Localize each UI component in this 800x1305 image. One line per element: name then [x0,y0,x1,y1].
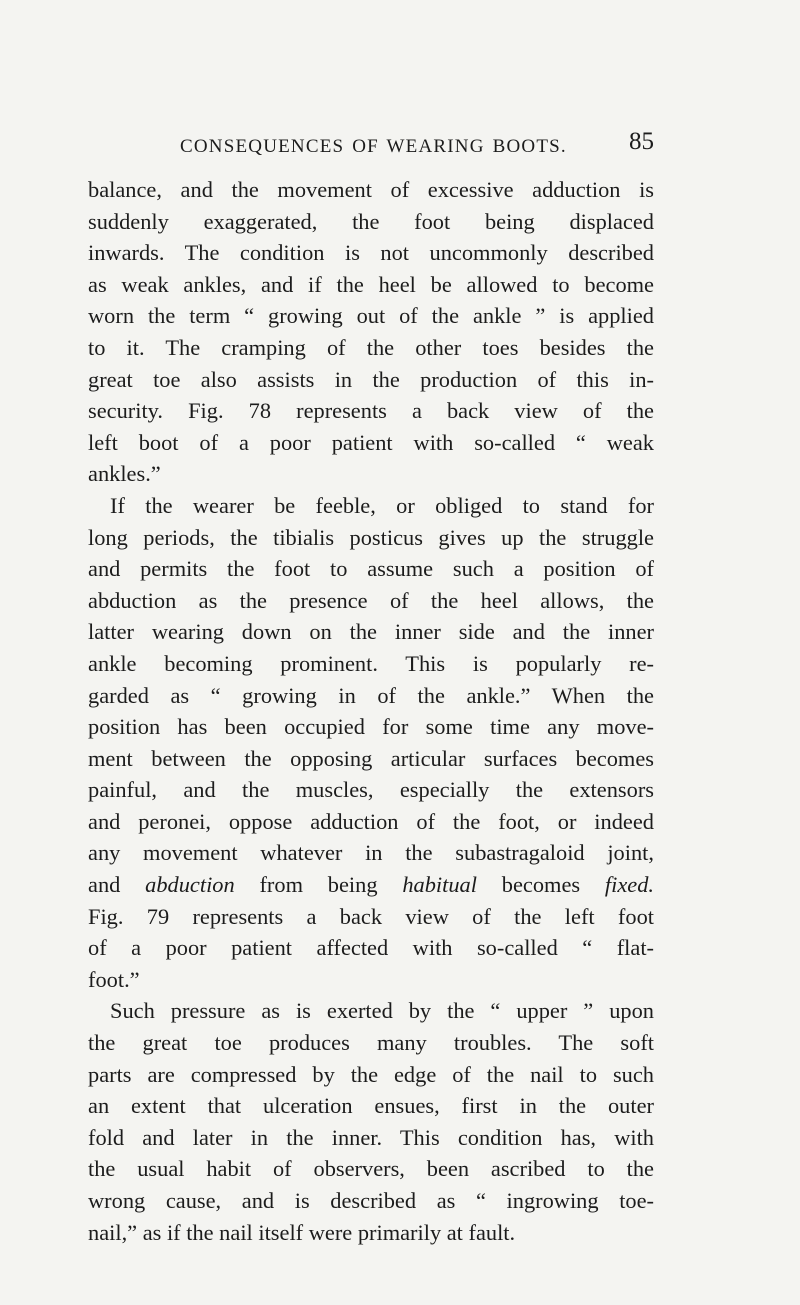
text-line: of a poor patient affected with so-called “ flat- [88,935,654,961]
paragraph-start-line: If the wearer be feeble, or obliged to stand for [110,492,654,518]
text-line: suddenly exaggerated, the foot being displaced [88,208,654,234]
text-line: and permits the foot to assume such a position of [88,556,654,582]
paragraph-end-line: foot.” [88,966,140,992]
text-line: long periods, the tibialis posticus gives up the struggle [88,524,654,550]
text-line: Fig. 79 represents a back view of the left foot [88,903,654,929]
running-head [88,128,654,162]
text-line: to it. The cramping of the other toes besides the [88,334,654,360]
text-line: painful, and the muscles, especially the extensors [88,777,654,803]
paragraph-end-line: ankles.” [88,461,161,487]
text-line: great toe also assists in the production of this in- [88,366,654,392]
paragraph-start-line: Such pressure as is exerted by the “ upper ” upon [110,998,654,1024]
text-run: and [88,872,146,898]
text-line: latter wearing down on the inner side and the inner [88,619,654,645]
text-line: worn the term “ growing out of the ankle ” is applied [88,303,654,329]
text-line: and peronei, oppose adduction of the foot, or indeed [88,808,654,834]
italic-term-fixed: fixed. [604,872,655,898]
text-line: fold and later in the inner. This condition has, with [88,1124,654,1150]
text-line: ankle becoming prominent. This is popularly re- [88,650,654,676]
text-line: the usual habit of observers, been ascribed to the [88,1156,654,1182]
text-line: wrong cause, and is described as “ ingrowing toe- [88,1188,654,1213]
text-line: ment between the opposing articular surfaces becomes [88,745,654,771]
page-number: 85 [629,128,654,155]
italic-term-abduction: abduction [145,872,235,898]
text-line: garded as “ growing in of the ankle.” When the [88,682,654,708]
body-text [88,174,654,1248]
text-line: as weak ankles, and if the heel be allowed to become [88,271,654,297]
text-line: parts are compressed by the edge of the nail to such [88,1061,654,1087]
text-line: left boot of a poor patient with so-called “ weak [88,429,654,455]
text-line-with-italics [88,869,654,901]
text-line: an extent that ulceration ensues, first in the outer [88,1093,654,1119]
text-line: balance, and the movement of excessive adduction is [88,177,654,202]
text-line: any movement whatever in the subastragaloid joint, [88,840,654,866]
text-run: from being [234,872,403,898]
text-line: the great toe produces many troubles. The soft [88,1030,654,1056]
text-line: inwards. The condition is not uncommonly described [88,240,654,266]
text-line: security. Fig. 78 represents a back view of the [88,398,654,424]
running-head-title: CONSEQUENCES OF WEARING BOOTS. [180,136,567,157]
text-line: position has been occupied for some time any move- [88,714,654,740]
text-line: abduction as the presence of the heel allows, the [88,587,654,613]
italic-term-habitual: habitual [402,872,477,898]
paragraph-end-line: nail,” as if the nail itself were primarily at fault. [88,1219,516,1245]
text-run: becomes [476,872,605,898]
